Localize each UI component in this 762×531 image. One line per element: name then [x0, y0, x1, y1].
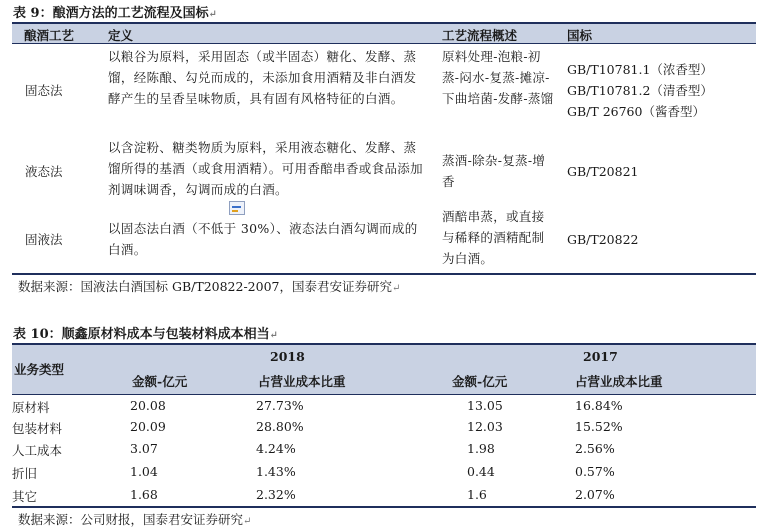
table10-header-share-2017: 占营业成本比重 [575, 374, 663, 389]
table9-header-row [12, 22, 756, 44]
table-cell: 2.56% [575, 441, 615, 456]
table-cell: 20.08 [130, 398, 166, 413]
table9-header-method: 酿酒工艺 [24, 28, 75, 43]
table-cell: 15.52% [575, 419, 623, 434]
table10-source: 数据来源：公司财报，国泰君安证券研究↵ [18, 512, 252, 527]
table9-row2-flow: 蒸酒-除杂-复蒸-增香 [442, 153, 546, 189]
table-cell: 0.44 [467, 464, 495, 479]
table-row [12, 395, 756, 416]
table-cell: 27.73% [256, 398, 304, 413]
table9-row3-method: 固液法 [25, 232, 63, 247]
table-cell: 1.68 [130, 487, 158, 502]
table9-row1-standards [567, 59, 752, 122]
table9-row2-standard: GB/T20821 [567, 164, 639, 179]
table9-row1-standard-3: GB/T 26760（酱香型） [567, 104, 705, 119]
table9-row1-definition: 以粮谷为原料，采用固态（或半固态）糖化、发酵、蒸馏，经陈酿、勾兑而成的，未添加食用酒精及非白酒发酵产生的呈香呈味物质，具有固有风格特征的白酒。 [108, 49, 417, 106]
table9-row3-standard: GB/T20822 [567, 232, 639, 247]
table-cell: 1.43% [256, 464, 296, 479]
table-cell: 其它 [12, 489, 38, 504]
table-cell: 1.04 [130, 464, 158, 479]
table9-row3-flow: 酒醅串蒸，或直接与稀释的酒精配制为白酒。 [442, 209, 545, 266]
table9-title: 表 9：酿酒方法的工艺流程及国标↵ [13, 6, 217, 21]
table9-source: 数据来源：国液法白酒国标 GB/T20822-2007，国泰君安证券研究↵ [18, 279, 401, 294]
table-cell: 20.09 [130, 419, 166, 434]
table-cell: 12.03 [467, 419, 503, 434]
table9-row2-method: 液态法 [25, 164, 63, 179]
table9-header-standard: 国标 [567, 28, 593, 43]
table-cell: 1.6 [467, 487, 487, 502]
smart-tag-icon[interactable] [229, 201, 245, 215]
table-cell: 2.07% [575, 487, 615, 502]
table-cell: 0.57% [575, 464, 615, 479]
table10-header-share-2018: 占营业成本比重 [258, 374, 346, 389]
table-row [12, 438, 756, 459]
table10-title: 表 10：顺鑫原材料成本与包装材料成本相当↵ [13, 327, 279, 342]
table9-row2-definition: 以含淀粉、糖类物质为原料，采用液态糖化、发酵、蒸馏所得的基酒（或食用酒精）。可用香醅串香或食品添加剂调味调香，勾调而成的白酒。 [108, 140, 424, 197]
table-cell: 原材料 [12, 400, 50, 415]
table-row [12, 416, 756, 437]
table-cell: 13.05 [467, 398, 503, 413]
table10-header-type: 业务类型 [14, 362, 65, 377]
table-cell: 16.84% [575, 398, 623, 413]
table10-header-year-2017: 2017 [583, 349, 618, 364]
table9-row1-standard-1: GB/T10781.1（浓香型） [567, 62, 713, 77]
table10-header [12, 343, 756, 395]
table10-bottom-rule [12, 506, 756, 508]
table-cell: 3.07 [130, 441, 158, 456]
table9-row1-flow: 原料处理-泡粮-初蒸-闷水-复蒸-摊凉-下曲培菌-发酵-蒸馏 [442, 49, 554, 106]
table9-header-flow: 工艺流程概述 [442, 28, 518, 43]
table-cell: 1.98 [467, 441, 495, 456]
table10-header-year-2018: 2018 [270, 349, 305, 364]
table-cell: 人工成本 [12, 443, 63, 458]
table10-header-amount-2018: 金额-亿元 [132, 374, 188, 389]
table-cell: 4.24% [256, 441, 296, 456]
table-row [12, 484, 756, 505]
table-row [12, 461, 756, 482]
table9-row1-method: 固态法 [25, 83, 63, 98]
table-cell: 2.32% [256, 487, 296, 502]
table9-bottom-rule [12, 273, 756, 275]
table-cell: 包装材料 [12, 421, 63, 436]
table9-row3-definition: 以固态法白酒（不低于 30%）、液态法白酒勾调而成的白酒。 [108, 221, 418, 257]
table9-row1-standard-2: GB/T10781.2（清香型） [567, 83, 713, 98]
table9-header-definition: 定义 [108, 28, 134, 43]
table10-header-amount-2017: 金额-亿元 [452, 374, 508, 389]
table-cell: 折旧 [12, 466, 38, 481]
table-cell: 28.80% [256, 419, 304, 434]
